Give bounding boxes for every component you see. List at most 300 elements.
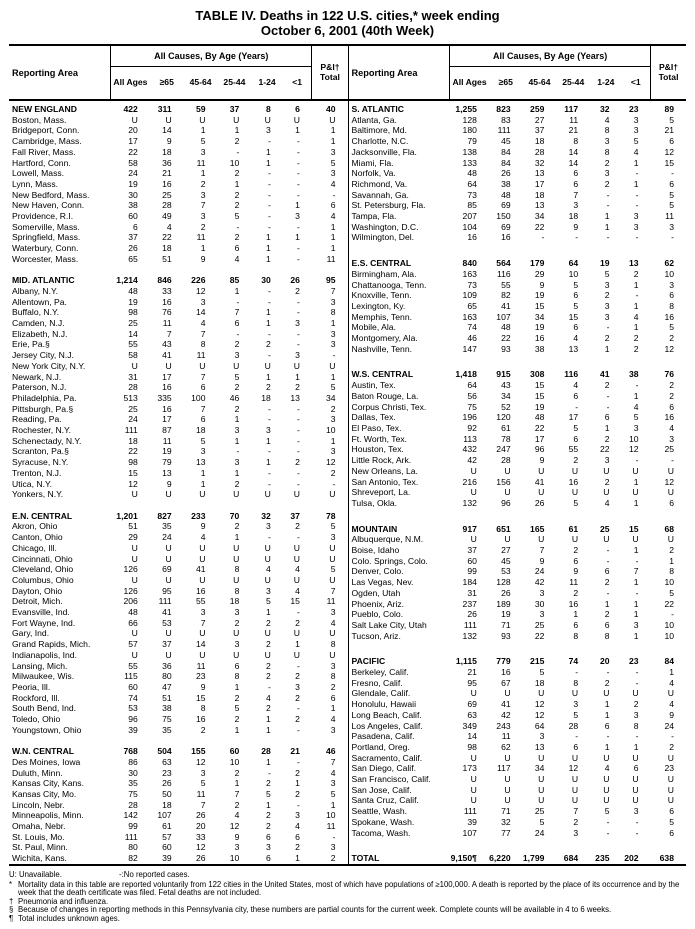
left-table-body: [9, 100, 348, 864]
age-value-cell: 9: [573, 566, 579, 577]
city-row: [9, 232, 348, 243]
age-value-cell: 13: [534, 741, 545, 752]
reporting-area-cell: Dayton, Ohio: [12, 585, 63, 596]
age-value-cell: 9: [234, 831, 240, 842]
age-value-cell: 3: [295, 810, 300, 821]
pi-total-cell: 3: [330, 296, 336, 307]
age-value-cell: U: [470, 795, 477, 806]
age-value-cell: -: [297, 146, 300, 157]
age-value-cell: 18: [128, 435, 138, 446]
age-value-cell: 233: [191, 510, 206, 521]
right-half: [348, 46, 687, 864]
pi-total-cell: 5: [330, 157, 336, 168]
age-value-cell: 513: [123, 392, 138, 403]
age-value-cell: U: [603, 688, 610, 699]
age-value-cell: 3: [200, 296, 206, 307]
age-value-cell: 243: [496, 720, 511, 731]
age-value-cell: -: [297, 253, 300, 264]
age-value-cell: 779: [496, 656, 511, 667]
age-value-cell: U: [504, 688, 511, 699]
pi-total-cell: 76: [664, 369, 674, 380]
age-value-cell: 1: [200, 478, 206, 489]
pi-total-cell: 1: [330, 136, 336, 147]
city-row: [9, 307, 348, 318]
age-value-cell: 3: [573, 827, 579, 838]
city-row: [9, 339, 348, 350]
reporting-area-cell: Peoria, Ill.: [12, 681, 51, 692]
age-value-cell: 1: [633, 322, 639, 333]
city-row: [9, 821, 348, 832]
age-value-cell: 18: [229, 596, 240, 607]
age-value-cell: 3: [604, 311, 610, 322]
city-row: [9, 703, 348, 714]
age-value-cell: 2: [266, 821, 271, 832]
age-value-cell: 3: [234, 842, 240, 853]
age-value-cell: -: [635, 168, 639, 179]
pi-total-cell: 24: [664, 720, 674, 731]
age-value-cell: 1: [604, 598, 610, 609]
pi-total-cell: 2: [330, 403, 336, 414]
age-value-cell: -: [267, 221, 271, 232]
age-value-cell: 2: [234, 767, 240, 778]
city-row: [349, 444, 687, 455]
age-value-cell: 69: [501, 200, 511, 211]
age-value-cell: 2: [234, 521, 240, 532]
age-value-cell: 11: [196, 788, 206, 799]
age-value-cell: -: [267, 350, 271, 361]
age-value-cell: 60: [467, 555, 477, 566]
age-value-cell: 69: [501, 221, 511, 232]
age-value-cell: 422: [123, 104, 138, 114]
age-value-cell: 235: [595, 853, 610, 864]
pi-total-cell: 10: [664, 268, 674, 279]
age-value-cell: 80: [128, 842, 138, 853]
age-value-cell: 36: [162, 660, 172, 671]
pi-total-cell: U: [667, 795, 674, 806]
reporting-area-cell: Bridgeport, Conn.: [12, 125, 80, 136]
age-value-cell: 77: [501, 827, 511, 838]
age-value-cell: 32: [599, 104, 610, 114]
age-value-cell: U: [165, 489, 172, 500]
pi-total-cell: 1: [330, 243, 336, 254]
age-value-cell: U: [538, 487, 545, 498]
age-value-cell: 9: [539, 279, 545, 290]
reporting-area-cell: Providence, R.I.: [12, 211, 74, 222]
age-value-cell: 18: [534, 677, 545, 688]
age-value-cell: 564: [496, 258, 511, 269]
right-table-header: [349, 46, 687, 100]
age-value-cell: 66: [128, 617, 138, 628]
age-value-cell: 20: [128, 125, 138, 136]
age-value-cell: -: [635, 731, 639, 742]
pi-total-cell: U: [667, 752, 674, 763]
pi-total-cell: 6: [669, 178, 674, 189]
age-value-cell: U: [571, 752, 579, 763]
pi-total-cell: U: [667, 465, 674, 476]
age-value-cell: -: [297, 328, 300, 339]
left-half: [9, 46, 348, 864]
city-row: [9, 757, 348, 768]
age-value-cell: -: [297, 478, 300, 489]
age-value-cell: 4: [200, 318, 206, 329]
age-value-cell: 3: [604, 136, 610, 147]
age-value-cell: 107: [157, 810, 172, 821]
age-value-cell: -: [297, 339, 300, 350]
city-row: [349, 678, 687, 689]
spacer-row: [9, 500, 348, 511]
age-value-cell: 156: [496, 476, 511, 487]
age-value-cell: 41: [501, 300, 511, 311]
age-value-cell: 48: [467, 168, 477, 179]
age-value-cell: 1: [604, 343, 610, 354]
age-value-cell: U: [264, 553, 271, 564]
right-table: [349, 46, 687, 864]
pi-total-cell: 89: [664, 104, 674, 114]
age-value-cell: 7: [573, 189, 579, 200]
pi-total-cell: 6: [330, 692, 336, 703]
age-value-cell: U: [131, 489, 138, 500]
age-value-cell: 74: [467, 322, 477, 333]
age-value-cell: 216: [462, 476, 477, 487]
reporting-area-cell: Richmond, Va.: [351, 178, 408, 189]
age-value-cell: 26: [195, 853, 206, 864]
reporting-area-cell: Grand Rapids, Mich.: [12, 639, 91, 650]
age-value-cell: 1: [295, 371, 300, 382]
age-value-cell: -: [267, 200, 271, 211]
pi-total-cell: 1: [330, 125, 336, 136]
age-value-cell: 69: [467, 699, 477, 710]
age-value-cell: 207: [462, 211, 477, 222]
pi-total-cell: 4: [669, 422, 674, 433]
pi-total-cell: 12: [664, 476, 674, 487]
reporting-area-cell: Chattanooga, Tenn.: [351, 279, 427, 290]
pi-total-cell: 5: [669, 189, 674, 200]
age-value-cell: 2: [604, 178, 610, 189]
pi-total-cell: 2: [669, 741, 674, 752]
age-value-cell: 70: [229, 510, 240, 521]
age-value-cell: 1: [295, 778, 300, 789]
pi-total-cell: U: [329, 114, 336, 125]
age-value-cell: 147: [462, 343, 477, 354]
age-value-cell: 61: [568, 523, 579, 534]
age-value-cell: 120: [496, 412, 511, 423]
age-value-cell: 100: [191, 392, 206, 403]
age-value-cell: 47: [162, 681, 172, 692]
age-value-cell: 3: [234, 425, 240, 436]
age-value-cell: 163: [462, 311, 477, 322]
age-value-cell: 2: [295, 788, 300, 799]
age-value-cell: 1: [266, 146, 271, 157]
city-row: [349, 423, 687, 434]
age-value-cell: -: [297, 467, 300, 478]
age-value-cell: 3: [200, 767, 206, 778]
city-row: [9, 297, 348, 308]
reporting-area-cell: Boise, Idaho: [351, 545, 400, 556]
age-value-cell: 53: [162, 617, 172, 628]
age-value-cell: 1: [295, 200, 300, 211]
age-value-cell: 78: [501, 433, 511, 444]
pi-total-cell: 1: [330, 435, 336, 446]
reporting-area-cell: Montgomery, Ala.: [351, 333, 418, 344]
age-value-cell: U: [504, 795, 511, 806]
age-value-cell: 24: [128, 414, 138, 425]
col-lt1: <1: [622, 66, 651, 100]
age-value-cell: U: [233, 489, 240, 500]
pi-total-cell: U: [667, 534, 674, 545]
city-row: [349, 301, 687, 312]
reporting-area-cell: Denver, Colo.: [351, 566, 404, 577]
reporting-area-cell: Newark, N.J.: [12, 371, 62, 382]
age-value-cell: 19: [534, 322, 545, 333]
reporting-area-cell: Birmingham, Ala.: [351, 268, 417, 279]
age-value-cell: 23: [195, 671, 206, 682]
reporting-area-cell: Dallas, Tex.: [351, 412, 396, 423]
reporting-area-cell: El Paso, Tex.: [351, 422, 402, 433]
age-value-cell: 17: [162, 371, 172, 382]
city-row: [9, 350, 348, 361]
age-value-cell: 98: [128, 307, 138, 318]
age-value-cell: -: [297, 157, 300, 168]
age-value-cell: 1: [266, 307, 271, 318]
city-row: [9, 222, 348, 233]
age-value-cell: 58: [128, 350, 138, 361]
age-value-cell: 42: [467, 455, 477, 466]
pi-total-cell: 62: [664, 258, 674, 269]
age-value-cell: 3: [234, 457, 240, 468]
age-value-cell: 5: [200, 435, 206, 446]
age-value-cell: 5: [633, 412, 639, 423]
age-value-cell: 25: [162, 189, 172, 200]
reporting-area-cell: Pittsburgh, Pa.§: [12, 403, 74, 414]
age-value-cell: U: [165, 114, 172, 125]
age-value-cell: 35: [162, 724, 172, 735]
age-value-cell: 38: [128, 200, 138, 211]
age-value-cell: U: [199, 489, 206, 500]
age-value-cell: -: [606, 587, 610, 598]
city-row: [9, 650, 348, 661]
age-value-cell: -: [267, 296, 271, 307]
age-value-cell: 60: [128, 681, 138, 692]
age-value-cell: -: [606, 322, 610, 333]
age-value-cell: 1: [633, 300, 639, 311]
reporting-area-cell: Rochester, N.Y.: [12, 425, 72, 436]
age-value-cell: 6: [200, 414, 206, 425]
reporting-area-cell: Knoxville, Tenn.: [351, 290, 412, 301]
age-value-cell: 13: [195, 457, 206, 468]
pi-total-cell: 9: [669, 709, 674, 720]
age-value-cell: 55: [195, 596, 206, 607]
age-value-cell: 1: [295, 125, 300, 136]
age-value-cell: 18: [195, 425, 206, 436]
age-value-cell: 1: [633, 157, 639, 168]
age-value-cell: 202: [624, 853, 639, 864]
age-value-cell: U: [571, 534, 579, 545]
pi-total-cell: 12: [325, 457, 336, 468]
table-title: [9, 8, 686, 38]
age-value-cell: 26: [290, 275, 300, 286]
age-value-cell: 45: [501, 136, 511, 147]
age-value-cell: 8: [234, 585, 240, 596]
age-value-cell: 1,201: [116, 510, 138, 521]
pi-total-cell: U: [329, 649, 336, 660]
age-value-cell: -: [635, 667, 639, 678]
city-row: [9, 693, 348, 704]
age-value-cell: 189: [496, 598, 511, 609]
age-value-cell: 132: [462, 497, 477, 508]
age-value-cell: 3: [633, 806, 639, 817]
age-value-cell: 3: [573, 699, 579, 710]
age-value-cell: 432: [462, 444, 477, 455]
age-value-cell: 37: [162, 639, 172, 650]
age-value-cell: 2: [573, 455, 579, 466]
city-row: [349, 631, 687, 642]
age-value-cell: U: [632, 774, 639, 785]
pi-total-cell: 11: [326, 253, 336, 264]
city-row: [349, 699, 687, 710]
age-value-cell: 80: [162, 671, 172, 682]
age-value-cell: U: [165, 553, 172, 564]
city-row: [9, 168, 348, 179]
age-value-cell: 3: [295, 318, 300, 329]
age-value-cell: 15: [628, 523, 639, 534]
age-value-cell: 3: [200, 189, 206, 200]
age-value-cell: 8: [234, 671, 240, 682]
age-value-cell: 3: [604, 455, 610, 466]
pi-total-cell: 8: [330, 671, 336, 682]
footnote-symbol: §: [9, 905, 14, 915]
age-value-cell: 5: [633, 136, 639, 147]
age-value-cell: 6,220: [489, 853, 511, 864]
city-row: [9, 489, 348, 500]
reporting-area-cell: San Jose, Calif.: [351, 784, 412, 795]
reporting-area-cell: Boston, Mass.: [12, 114, 67, 125]
reporting-area-cell: Kansas City, Kans.: [12, 778, 84, 789]
age-value-cell: 173: [462, 763, 477, 774]
reporting-area-cell: E.S. CENTRAL: [351, 258, 412, 269]
age-value-cell: 3: [234, 607, 240, 618]
reporting-area-cell: Milwaukee, Wis.: [12, 671, 75, 682]
age-value-cell: 2: [295, 382, 300, 393]
reporting-area-cell: Santa Cruz, Calif.: [351, 795, 419, 806]
age-value-cell: U: [470, 688, 477, 699]
age-value-cell: 34: [534, 211, 545, 222]
age-value-cell: 3: [200, 607, 206, 618]
age-value-cell: 21: [162, 168, 172, 179]
age-value-cell: 1: [266, 435, 271, 446]
age-value-cell: 19: [128, 178, 138, 189]
reporting-area-cell: E.N. CENTRAL: [12, 510, 73, 521]
footnote-list: [9, 881, 686, 924]
age-value-cell: U: [233, 542, 240, 553]
age-value-cell: 13: [534, 200, 545, 211]
age-value-cell: -: [606, 545, 610, 556]
pi-total-cell: 1: [669, 555, 674, 566]
reporting-area-cell: S. ATLANTIC: [351, 104, 405, 114]
age-value-cell: 6: [573, 555, 579, 566]
age-value-cell: 11: [162, 435, 172, 446]
age-value-cell: 73: [467, 279, 477, 290]
age-value-cell: 9: [200, 253, 206, 264]
age-value-cell: 2: [604, 476, 610, 487]
age-value-cell: 116: [564, 369, 579, 380]
age-value-cell: 8: [604, 125, 610, 136]
age-value-cell: 1: [266, 756, 271, 767]
age-value-cell: -: [267, 328, 271, 339]
age-value-cell: -: [267, 403, 271, 414]
city-row: [349, 412, 687, 423]
age-value-cell: 1: [295, 639, 300, 650]
age-value-cell: 3: [573, 200, 579, 211]
age-value-cell: 5: [200, 136, 206, 147]
age-value-cell: 16: [568, 598, 579, 609]
pi-total-cell: 4: [330, 767, 336, 778]
age-value-cell: 22: [534, 221, 545, 232]
section-row: [349, 258, 687, 269]
age-value-cell: -: [297, 296, 300, 307]
age-value-cell: 5: [604, 268, 610, 279]
legend-unavailable: U: Unavailable.: [9, 870, 62, 879]
pi-total-cell: 1: [330, 232, 336, 243]
age-value-cell: U: [293, 489, 300, 500]
age-value-cell: 12: [534, 709, 545, 720]
age-value-cell: 19: [162, 446, 172, 457]
city-row: [349, 806, 687, 817]
age-value-cell: 41: [534, 476, 545, 487]
pi-total-cell: 3: [330, 532, 336, 543]
age-value-cell: U: [293, 553, 300, 564]
pi-total-cell: U: [329, 360, 336, 371]
city-row: [9, 532, 348, 543]
age-value-cell: 99: [467, 566, 477, 577]
age-value-cell: 1: [266, 253, 271, 264]
age-value-cell: 48: [501, 322, 511, 333]
age-value-cell: 13: [162, 467, 172, 478]
age-value-cell: 504: [157, 746, 172, 757]
age-value-cell: 61: [501, 422, 511, 433]
footnote: [9, 881, 686, 898]
pi-total-cell: U: [667, 784, 674, 795]
age-value-cell: 10: [229, 756, 240, 767]
age-value-cell: U: [603, 487, 610, 498]
pi-total-cell: 4: [330, 714, 336, 725]
age-value-cell: 5: [573, 422, 579, 433]
age-value-cell: 24: [534, 827, 545, 838]
age-value-cell: 3: [266, 842, 271, 853]
pi-total-cell: 11: [326, 596, 336, 607]
age-value-cell: 29: [534, 268, 545, 279]
left-table: [9, 46, 348, 864]
age-value-cell: 48: [501, 189, 511, 200]
age-value-cell: U: [538, 465, 545, 476]
city-row: [349, 222, 687, 233]
city-row: [349, 125, 687, 136]
city-row: [9, 596, 348, 607]
city-row: [349, 667, 687, 678]
city-row: [9, 842, 348, 853]
pi-total-cell: U: [329, 542, 336, 553]
age-value-cell: 132: [462, 630, 477, 641]
age-value-cell: 37: [534, 125, 545, 136]
age-value-cell: 206: [123, 596, 138, 607]
age-value-cell: 5: [573, 279, 579, 290]
age-value-cell: -: [297, 607, 300, 618]
age-value-cell: 6: [573, 433, 579, 444]
age-value-cell: 5: [266, 788, 271, 799]
age-value-cell: 3: [604, 300, 610, 311]
age-value-cell: -: [267, 168, 271, 179]
age-value-cell: 39: [162, 853, 172, 864]
age-value-cell: 32: [501, 816, 511, 827]
